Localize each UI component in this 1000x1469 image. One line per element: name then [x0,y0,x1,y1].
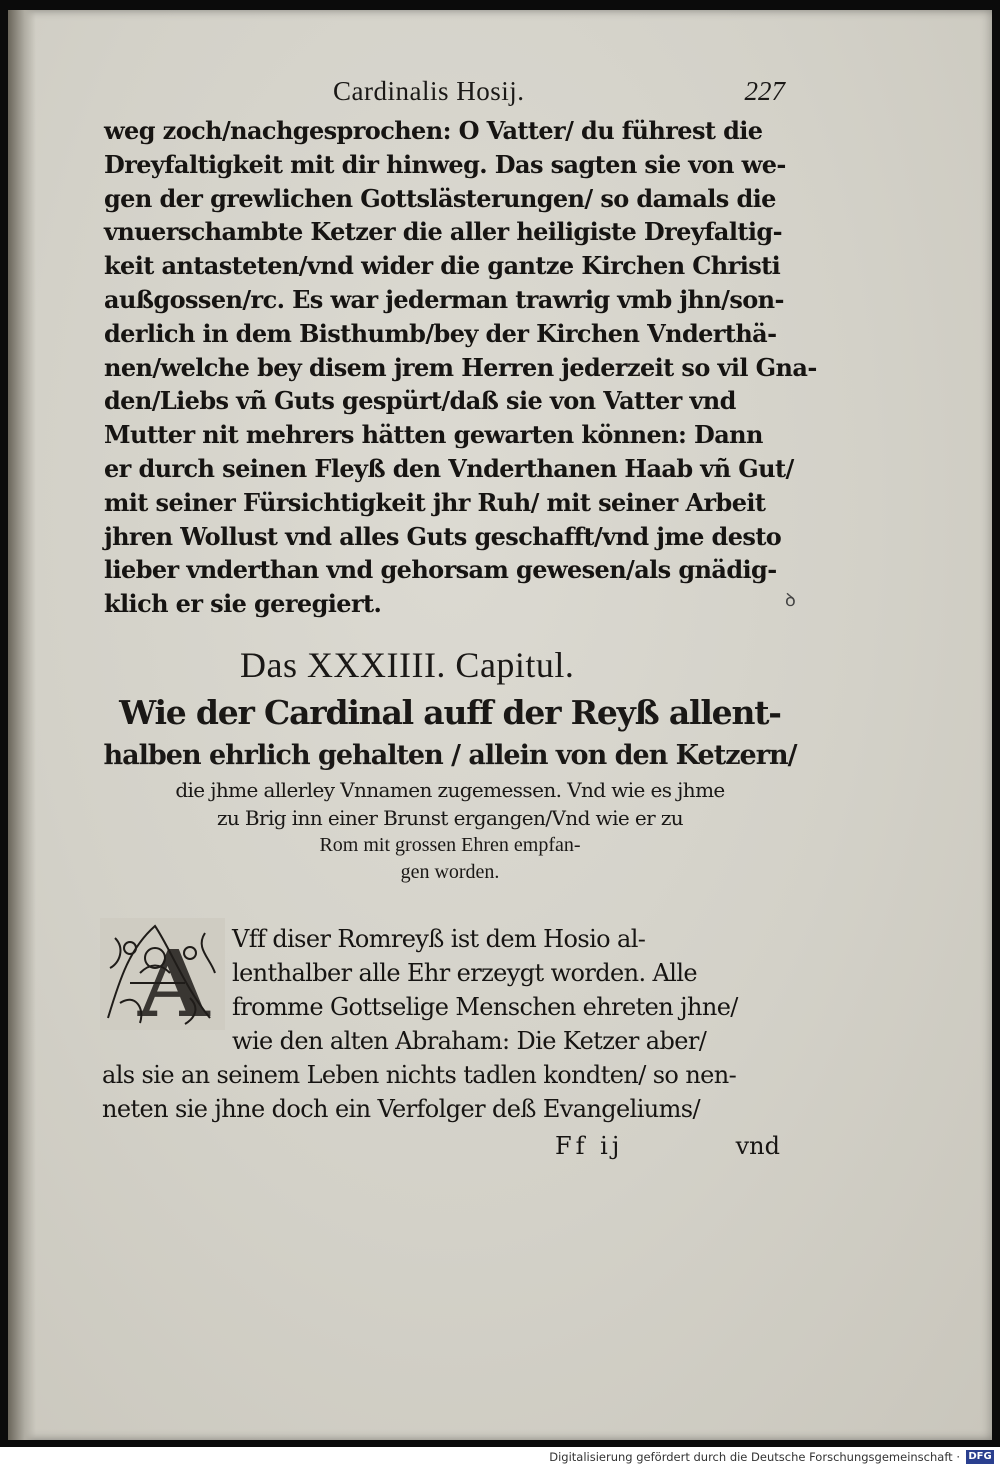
catchword: vnd [735,1132,780,1160]
text-line: Mutter nit mehrers hätten gewarten können: Dann [104,420,763,450]
text-line: den/Liebs vñ Guts gespürt/daß sie von Vatter vnd [104,386,736,416]
summary-line: die jhme allerley Vnnamen zugemessen. Vnd wie es jhme [175,778,725,802]
page-catch-line [100,1132,780,1166]
text-line: derlich in dem Bisthumb/bey der Kirchen Vnderthä- [104,318,777,348]
text-line: weg zoch/nachgesprochen: O Vatter/ du führest die [104,116,763,145]
signature-mark: Ff ij [555,1132,624,1160]
page-number: 227 [744,76,785,106]
body-text [104,114,817,621]
text-line: gen der grewlichen Gottslästerungen/ so damals die [104,183,776,213]
text-line: als sie an seinem Leben nichts tadlen kondten/ so nen- [102,1061,737,1089]
text-line: er durch seinen Fleyß den Vnderthanen Haab vñ Gut/ [104,453,794,483]
chapter-summary [100,690,800,886]
text-line: lenthalber alle Ehr erzeygt worden. Alle [232,959,698,987]
summary-line: Wie der Cardinal auff der Reyß allent- [119,693,781,732]
text-line: außgossen/rc. Es war jederman trawrig vmb jhn/son- [104,284,784,314]
text-line: wie den alten Abraham: Die Ketzer aber/ [232,1027,707,1055]
chapter-body [102,922,792,1126]
summary-line: Rom mit grossen Ehren empfan- [319,834,581,856]
summary-line: zu Brig inn einer Brunst ergangen/Vnd wie er zu [216,806,684,830]
summary-line: halben ehrlich gehalten / allein von den Ketzern/ [103,740,797,771]
text-line: vnuerschambte Ketzer die aller heiligiste Dreyfaltig- [104,217,782,247]
footer [0,1447,1000,1469]
running-title: Cardinalis Hosij. [333,76,525,106]
summary-line: gen worden. [400,861,500,883]
chapter-heading: Das XXXIIII. Capitul. [240,645,575,685]
text-line: mit seiner Fürsichtigkeit jhr Ruh/ mit seiner Arbeit [104,487,766,517]
margin-mark: ꝺ [785,590,796,611]
text-line: Dreyfaltigkeit mit dir hinweg. Das sagten sie von we- [104,149,786,179]
text-line: lieber vnderthan vnd gehorsam gewesen/als gnädig- [104,555,777,585]
dfg-logo-icon: DFG [966,1450,994,1464]
page-spine-shadow [8,10,36,1440]
page-header [95,76,795,110]
text-line: jhren Wollust vnd alles Guts geschafft/vnd jme desto [104,521,782,551]
text-line: keit antasteten/vnd wider die gantze Kirchen Christi [104,251,781,281]
text-line: neten sie jhne doch ein Verfolger deß Evangeliums/ [102,1095,700,1123]
funding-notice: Digitalisierung gefördert durch die Deutsche Forschungsgemeinschaft · [549,1450,960,1464]
text-line: fromme Gottselige Menschen ehreten jhne/ [232,993,738,1021]
text-line: klich er sie geregiert. [104,589,382,619]
text-line: Vff diser Romreyß ist dem Hosio al- [232,925,646,953]
initial-letter: A [138,930,210,1030]
text-line: nen/welche bey disem jrem Herren jederzeit so vil Gna- [104,352,817,382]
